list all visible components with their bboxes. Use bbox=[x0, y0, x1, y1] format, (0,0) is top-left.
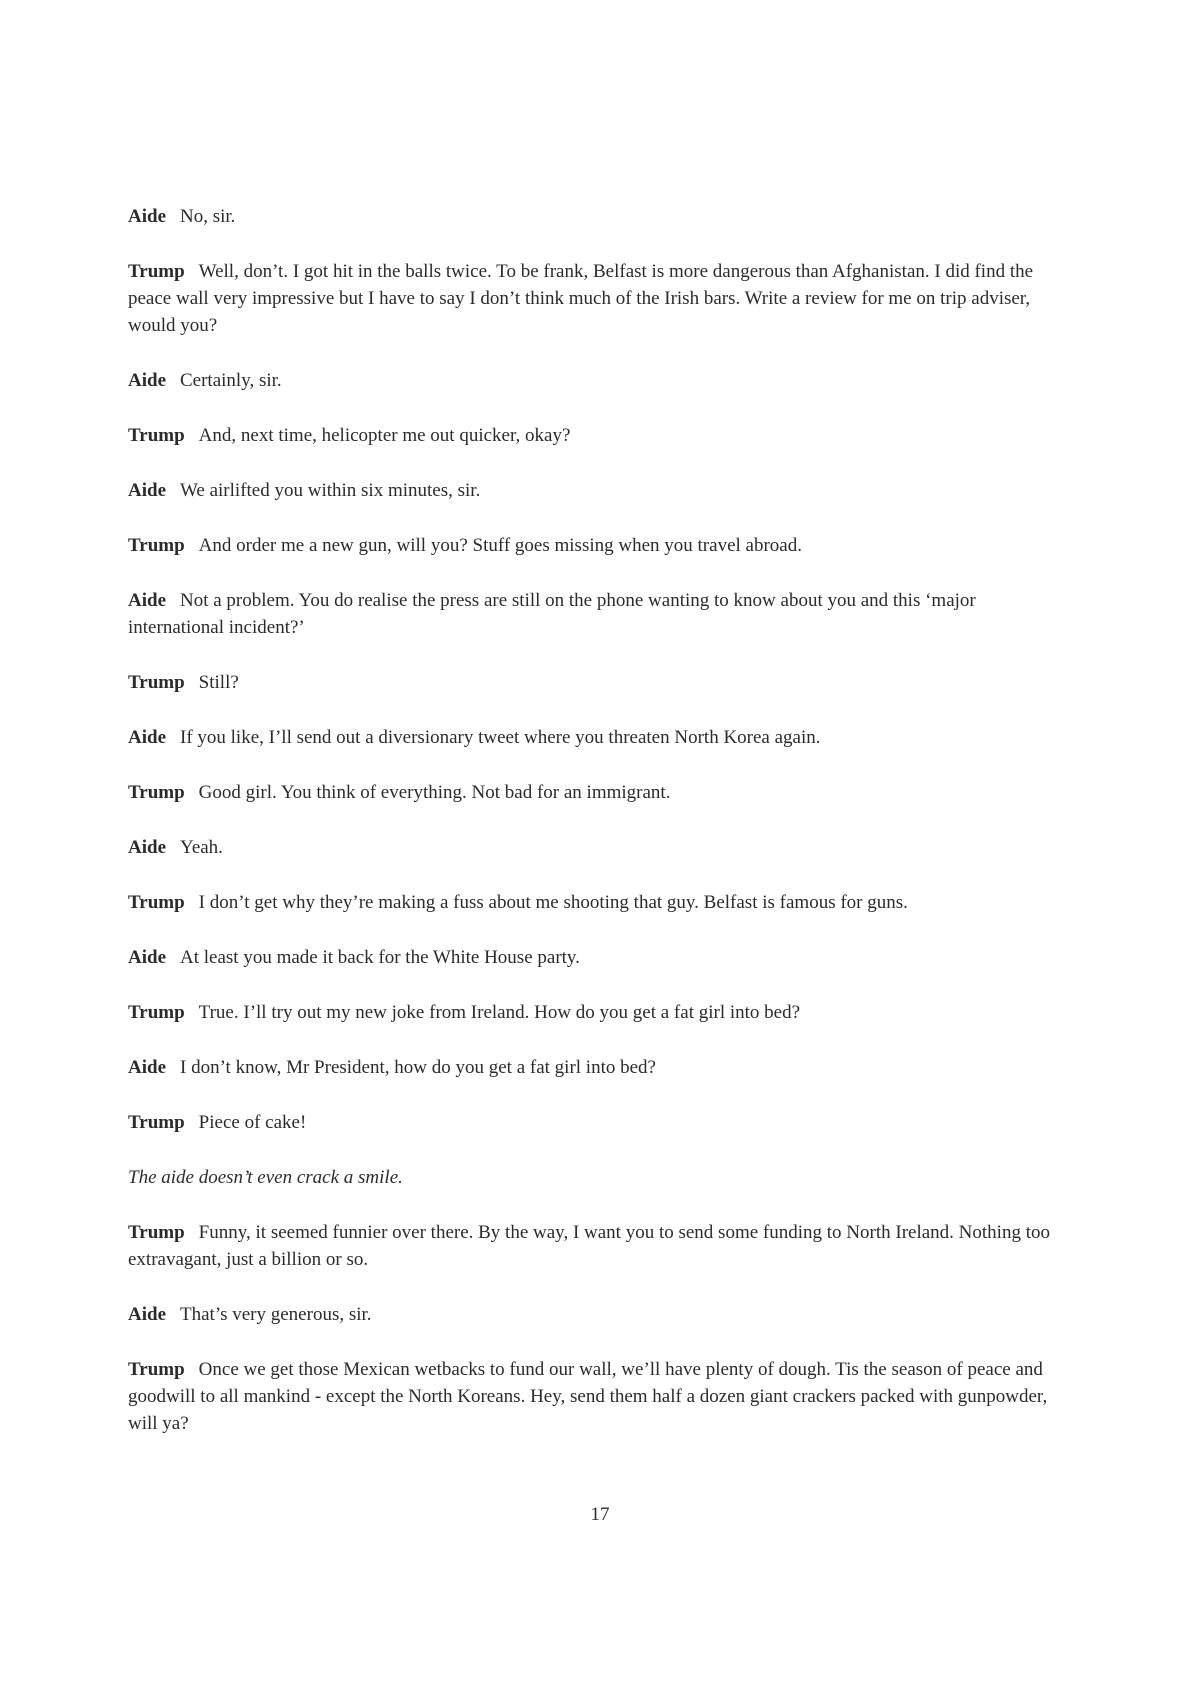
dialogue-text: That’s very generous, sir. bbox=[180, 1304, 372, 1325]
dialogue-line bbox=[128, 258, 1063, 339]
speaker-name: Aide bbox=[128, 947, 166, 968]
speaker-name: Trump bbox=[128, 261, 185, 282]
dialogue-text: No, sir. bbox=[180, 206, 236, 227]
dialogue-text: And, next time, helicopter me out quicker, okay? bbox=[198, 425, 571, 446]
speaker-name: Aide bbox=[128, 590, 166, 611]
dialogue-line bbox=[128, 587, 1063, 641]
dialogue-text: And order me a new gun, will you? Stuff goes missing when you travel abroad. bbox=[198, 535, 802, 556]
dialogue-text: Piece of cake! bbox=[198, 1112, 307, 1133]
dialogue-text: If you like, I’ll send out a diversionary tweet where you threaten North Korea again. bbox=[180, 727, 821, 748]
dialogue-text: I don’t get why they’re making a fuss about me shooting that guy. Belfast is famous for guns. bbox=[198, 892, 908, 913]
dialogue-line bbox=[128, 1219, 1063, 1273]
dialogue-line bbox=[128, 779, 1063, 806]
speaker-name: Aide bbox=[128, 370, 166, 391]
dialogue-line bbox=[128, 889, 1063, 916]
dialogue-line bbox=[128, 724, 1063, 751]
dialogue-line bbox=[128, 477, 1063, 504]
speaker-name: Aide bbox=[128, 1304, 166, 1325]
dialogue-line bbox=[128, 367, 1063, 394]
dialogue-line bbox=[128, 944, 1063, 971]
speaker-name: Trump bbox=[128, 1002, 185, 1023]
speaker-name: Aide bbox=[128, 1057, 166, 1078]
speaker-name: Trump bbox=[128, 535, 185, 556]
speaker-name: Aide bbox=[128, 727, 166, 748]
dialogue-line bbox=[128, 669, 1063, 696]
script-body bbox=[128, 203, 1063, 1465]
dialogue-line bbox=[128, 532, 1063, 559]
dialogue-line bbox=[128, 203, 1063, 230]
dialogue-text: I don’t know, Mr President, how do you get a fat girl into bed? bbox=[180, 1057, 656, 1078]
dialogue-text: Once we get those Mexican wetbacks to fund our wall, we’ll have plenty of dough. Tis the season of peace and goodwill to all mankind - except the North Koreans. Hey, send them half a dozen giant crackers packed with gunpowder, will ya? bbox=[128, 1359, 1048, 1434]
stage-direction: The aide doesn’t even crack a smile. bbox=[128, 1167, 403, 1188]
speaker-name: Aide bbox=[128, 480, 166, 501]
dialogue-text: Yeah. bbox=[180, 837, 223, 858]
speaker-name: Trump bbox=[128, 892, 185, 913]
page-number: 17 bbox=[590, 1504, 610, 1525]
speaker-name: Trump bbox=[128, 672, 185, 693]
dialogue-line bbox=[128, 422, 1063, 449]
speaker-name: Trump bbox=[128, 1359, 185, 1380]
dialogue-line bbox=[128, 834, 1063, 861]
dialogue-line bbox=[128, 1301, 1063, 1328]
speaker-name: Trump bbox=[128, 1222, 185, 1243]
dialogue-text: Not a problem. You do realise the press are still on the phone wanting to know about you and this ‘major international incident?’ bbox=[128, 590, 976, 638]
dialogue-text: Good girl. You think of everything. Not bad for an immigrant. bbox=[198, 782, 671, 803]
dialogue-text: Funny, it seemed funnier over there. By the way, I want you to send some funding to North Ireland. Nothing too extravagant, just a billion or so. bbox=[128, 1222, 1050, 1270]
speaker-name: Trump bbox=[128, 782, 185, 803]
dialogue-text: True. I’ll try out my new joke from Ireland. How do you get a fat girl into bed? bbox=[198, 1002, 801, 1023]
dialogue-text: We airlifted you within six minutes, sir. bbox=[180, 480, 481, 501]
speaker-name: Trump bbox=[128, 425, 185, 446]
dialogue-text: Still? bbox=[198, 672, 239, 693]
dialogue-line bbox=[128, 1109, 1063, 1136]
speaker-name: Aide bbox=[128, 206, 166, 227]
dialogue-line bbox=[128, 1054, 1063, 1081]
speaker-name: Aide bbox=[128, 837, 166, 858]
dialogue-line bbox=[128, 1356, 1063, 1437]
dialogue-text: Certainly, sir. bbox=[180, 370, 282, 391]
speaker-name: Trump bbox=[128, 1112, 185, 1133]
dialogue-text: At least you made it back for the White House party. bbox=[180, 947, 580, 968]
dialogue-text: Well, don’t. I got hit in the balls twice. To be frank, Belfast is more dangerous than Afghanistan. I did find the peace wall very impressive but I have to say I don’t think much of the Irish bars. Write a review for me on trip adviser, would you? bbox=[128, 261, 1034, 336]
dialogue-line bbox=[128, 999, 1063, 1026]
